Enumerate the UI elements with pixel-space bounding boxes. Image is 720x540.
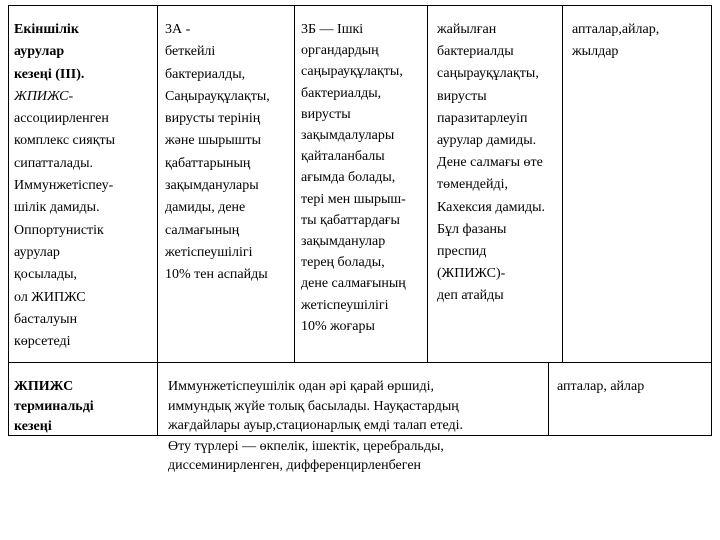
- substage-3a-line: жетіспеушілігі: [165, 244, 253, 260]
- row-divider: [9, 362, 711, 363]
- stage-desc-line: көрсетеді: [14, 334, 71, 350]
- substage-3b-line: дене салмағының: [301, 276, 406, 292]
- stage-desc-line: Оппортунистік: [14, 222, 104, 238]
- col-divider-3: [427, 6, 428, 362]
- substage-3c-line: Кахексия дамиды.: [437, 199, 546, 215]
- stage-3-cell: [14, 19, 115, 353]
- substage-3c-line: аурулар дамиды.: [437, 133, 537, 149]
- substage-3a-line: вирусты терінің: [165, 111, 261, 127]
- col-divider-1: [157, 6, 158, 362]
- substage-3c-line: преспид: [437, 244, 487, 260]
- substage-3a-line: зақымданулары: [165, 178, 259, 194]
- substage-3b-line: зақымдалулары: [301, 128, 395, 144]
- terminal-desc-line: жағдайлары ауыр,стационарлық емді талап етеді.: [168, 418, 463, 433]
- stage-desc-line: аурулар: [14, 244, 60, 260]
- substage-3a-line: Саңырауқұлақты,: [165, 88, 270, 104]
- substage-3b-line: тері мен шырыш-: [301, 191, 406, 207]
- substage-3b-line: зақымданулар: [301, 234, 386, 250]
- substage-3a-line: 3А -: [165, 22, 191, 37]
- substage-3c-line: жайылған: [437, 22, 497, 37]
- col-divider-r2-2: [548, 362, 549, 436]
- substage-3b-line: қайталанбалы: [301, 149, 385, 165]
- substage-3c-line: (ЖПИЖС)-: [437, 266, 506, 282]
- terminal-title-line: терминальді: [14, 399, 94, 414]
- stage-desc-line: сипатталады.: [14, 155, 94, 171]
- substage-3b-cell: [301, 19, 406, 337]
- duration-cell: [572, 19, 659, 64]
- substage-3c-line: төмендейді,: [437, 177, 509, 193]
- terminal-stage-cell: [14, 377, 94, 437]
- stage-title-line: Екіншілік: [14, 22, 79, 37]
- substage-3b-line: саңырауқұлақты,: [301, 64, 403, 80]
- substage-3c-line: Бұл фазаны: [437, 221, 507, 237]
- substage-3c-line: саңырауқұлақты,: [437, 66, 539, 82]
- substage-3a-line: 10% тен аспайды: [165, 267, 268, 283]
- substage-3b-line: вирусты: [301, 106, 351, 122]
- stage-title-line: кезеңі (ІІІ).: [14, 66, 85, 82]
- stage-title-line: аурулар: [14, 44, 65, 60]
- duration-line: жылдар: [572, 44, 619, 60]
- stage-desc-line: шілік дамиды.: [14, 200, 100, 216]
- substage-3b-line: жетіспеушілігі: [301, 297, 389, 313]
- substage-3c-line: вирусты: [437, 88, 487, 104]
- terminal-title-line: ЖПИЖС: [14, 379, 74, 394]
- stage-desc-line: ассоциирленген: [14, 111, 109, 127]
- terminal-duration-cell: [557, 377, 644, 396]
- substage-3c-line: Дене салмағы өте: [437, 155, 543, 171]
- substage-3a-line: дамиды, дене: [165, 200, 246, 216]
- col-divider-r2-1: [157, 362, 158, 436]
- substage-3a-line: беткейлі: [165, 44, 216, 60]
- terminal-desc-line: Иммунжетіспеушілік одан әрі қарай өршиді,: [168, 379, 434, 394]
- terminal-desc-cell: [168, 377, 463, 476]
- terminal-title-line: кезеңі: [14, 419, 52, 434]
- substage-3b-line: органдардың: [301, 43, 379, 59]
- substage-3b-line: терең болады,: [301, 255, 385, 271]
- substage-3b-line: 10% жоғары: [301, 318, 375, 334]
- substage-3c-line: деп атайды: [437, 288, 504, 304]
- stage-desc-line: қосылады,: [14, 267, 77, 283]
- substage-3b-line: ағымда болады,: [301, 170, 396, 186]
- stage-desc-line: комплекс сияқты: [14, 133, 116, 149]
- terminal-desc-line: диссеминирленген, дифференцирленбеген: [168, 458, 422, 473]
- substage-3a-line: бактериалды,: [165, 66, 246, 82]
- stage-desc-line: басталуын: [14, 311, 78, 327]
- substage-3a-line: салмағының: [165, 222, 240, 238]
- substage-3a-line: және шырышты: [165, 133, 261, 149]
- terminal-duration: апталар, айлар: [557, 379, 645, 394]
- col-divider-4: [562, 6, 563, 362]
- substage-3c-line: паразитарлеуіп: [437, 110, 528, 126]
- terminal-desc-line: Өту түрлері — өкпелік, ішектік, церебральды,: [168, 438, 444, 454]
- substage-3a-line: қабаттарының: [165, 155, 251, 171]
- substage-3b-line: ты қабаттардағы: [301, 212, 400, 228]
- substage-3c-cell: [437, 19, 545, 308]
- terminal-desc-line: иммундық жүйе толық басылады. Науқастардың: [168, 398, 459, 414]
- col-divider-2: [294, 6, 295, 362]
- stage-desc-line: ЖПИЖС-: [14, 88, 74, 104]
- stage-desc-line: ол ЖИПЖС: [14, 289, 86, 305]
- substage-3b-line: 3Б — Ішкі: [301, 22, 364, 37]
- stage-desc-line: Иммунжетіспеу-: [14, 178, 114, 194]
- substage-3a-cell: [165, 19, 270, 287]
- substage-3b-line: бактериалды,: [301, 85, 382, 101]
- duration-line: апталар,айлар,: [572, 22, 660, 37]
- substage-3c-line: бактериалды: [437, 44, 514, 60]
